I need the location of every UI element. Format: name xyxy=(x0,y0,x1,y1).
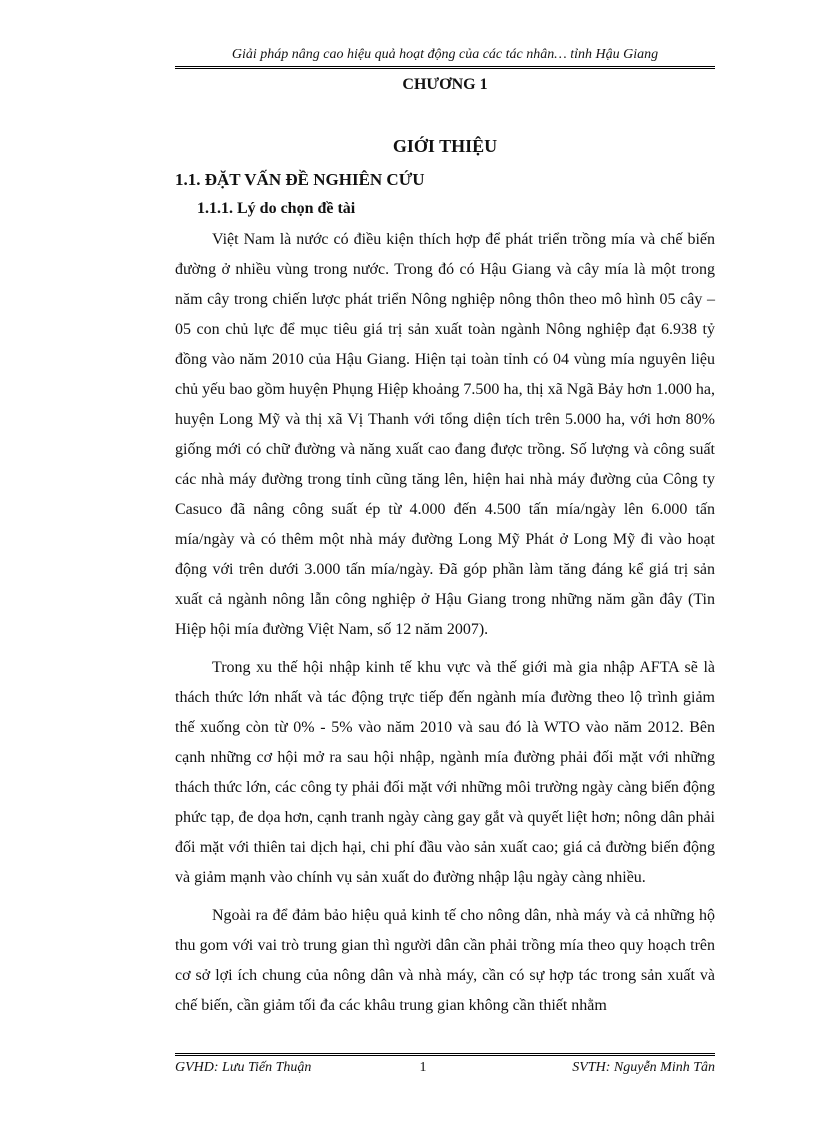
paragraph: Việt Nam là nước có điều kiện thích hợp để phát triển trồng mía và chế biến đường ở nhiều vùng trong nước. Trong đó có Hậu Giang và cây mía là một trong năm cây trong chiến lược phát triển Nông nghiệp nông thôn theo mô hình 05 cây – 05 con chủ lực để mục tiêu giá trị sản xuất toàn ngành Nông nghiệp đạt 6.938 tỷ đồng vào năm 2010 của Hậu Giang. Hiện tại toàn tỉnh có 04 vùng mía nguyên liệu chủ yếu bao gồm huyện Phụng Hiệp khoảng 7.500 ha, thị xã Ngã Bảy hơn 1.000 ha, huyện Long Mỹ và thị xã Vị Thanh với tổng diện tích trên 5.000 ha, với hơn 80% giống mới có chữ đường và năng xuất cao đang được trồng. Số lượng và công suất các nhà máy đường trong tỉnh cũng tăng lên, hiện hai nhà máy đường của Công ty Casuco đã nâng công suất ép từ 4.000 đến 4.500 tấn mía/ngày lên 6.000 tấn mía/ngày và có thêm một nhà máy đường Long Mỹ Phát ở Long Mỹ đi vào hoạt động với trên dưới 3.000 tấn mía/ngày. Đã góp phần làm tăng đáng kể giá trị sản xuất cả ngành nông lẫn công nghiệp ở Hậu Giang trong những năm gần đây (Tin Hiệp hội mía đường Việt Nam, số 12 năm 2007). xyxy=(175,231,715,638)
chapter-number: CHƯƠNG 1 xyxy=(402,76,488,93)
footer-divider xyxy=(175,1053,715,1056)
paragraph: Trong xu thế hội nhập kinh tế khu vực và thế giới mà gia nhập AFTA sẽ là thách thức lớn nhất và tác động trực tiếp đến ngành mía đường theo lộ trình giảm thế xuống còn từ 0% - 5% vào năm 2010 và sau đó là WTO vào năm 2012. Bên cạnh những cơ hội mở ra sau hội nhập, ngành mía đường phải đối mặt với những thách thức lớn, các công ty phải đối mặt với những môi trường ngày càng biến động phức tạp, đe dọa hơn, cạnh tranh ngày càng gay gắt và quyết liệt hơn; nông dân phải đối mặt với thiên tai dịch hại, chi phí đầu vào sản xuất cao; giá cả đường biến động và giảm mạnh vào chính vụ sản xuất do đường nhập lậu ngày càng nhiều. xyxy=(175,659,715,886)
header-divider xyxy=(175,66,715,69)
subsection-heading: 1.1.1. Lý do chọn đề tài xyxy=(197,200,356,217)
footer-student: SVTH: Nguyễn Minh Tân xyxy=(572,1060,715,1075)
body-text xyxy=(175,225,715,1021)
running-header: Giải pháp nâng cao hiệu quả hoạt động của các tác nhân… tỉnh Hậu Giang xyxy=(231,47,659,62)
paragraph: Ngoài ra để đảm bảo hiệu quả kinh tế cho nông dân, nhà máy và cả những hộ thu gom với vai trò trung gian thì người dân cần phải trồng mía theo quy hoạch trên cơ sở lợi ích chung của nông dân và nhà máy, cần có sự hợp tác trong sản xuất và chế biến, cần giảm tối đa các khâu trung gian không cần thiết nhằm xyxy=(175,907,715,1014)
footer-supervisor: GVHD: Lưu Tiến Thuận xyxy=(175,1060,312,1075)
chapter-title: GIỚI THIỆU xyxy=(392,136,498,156)
page-number: 1 xyxy=(419,1060,427,1075)
section-heading: 1.1. ĐẶT VẤN ĐỀ NGHIÊN CỨU xyxy=(175,170,425,189)
